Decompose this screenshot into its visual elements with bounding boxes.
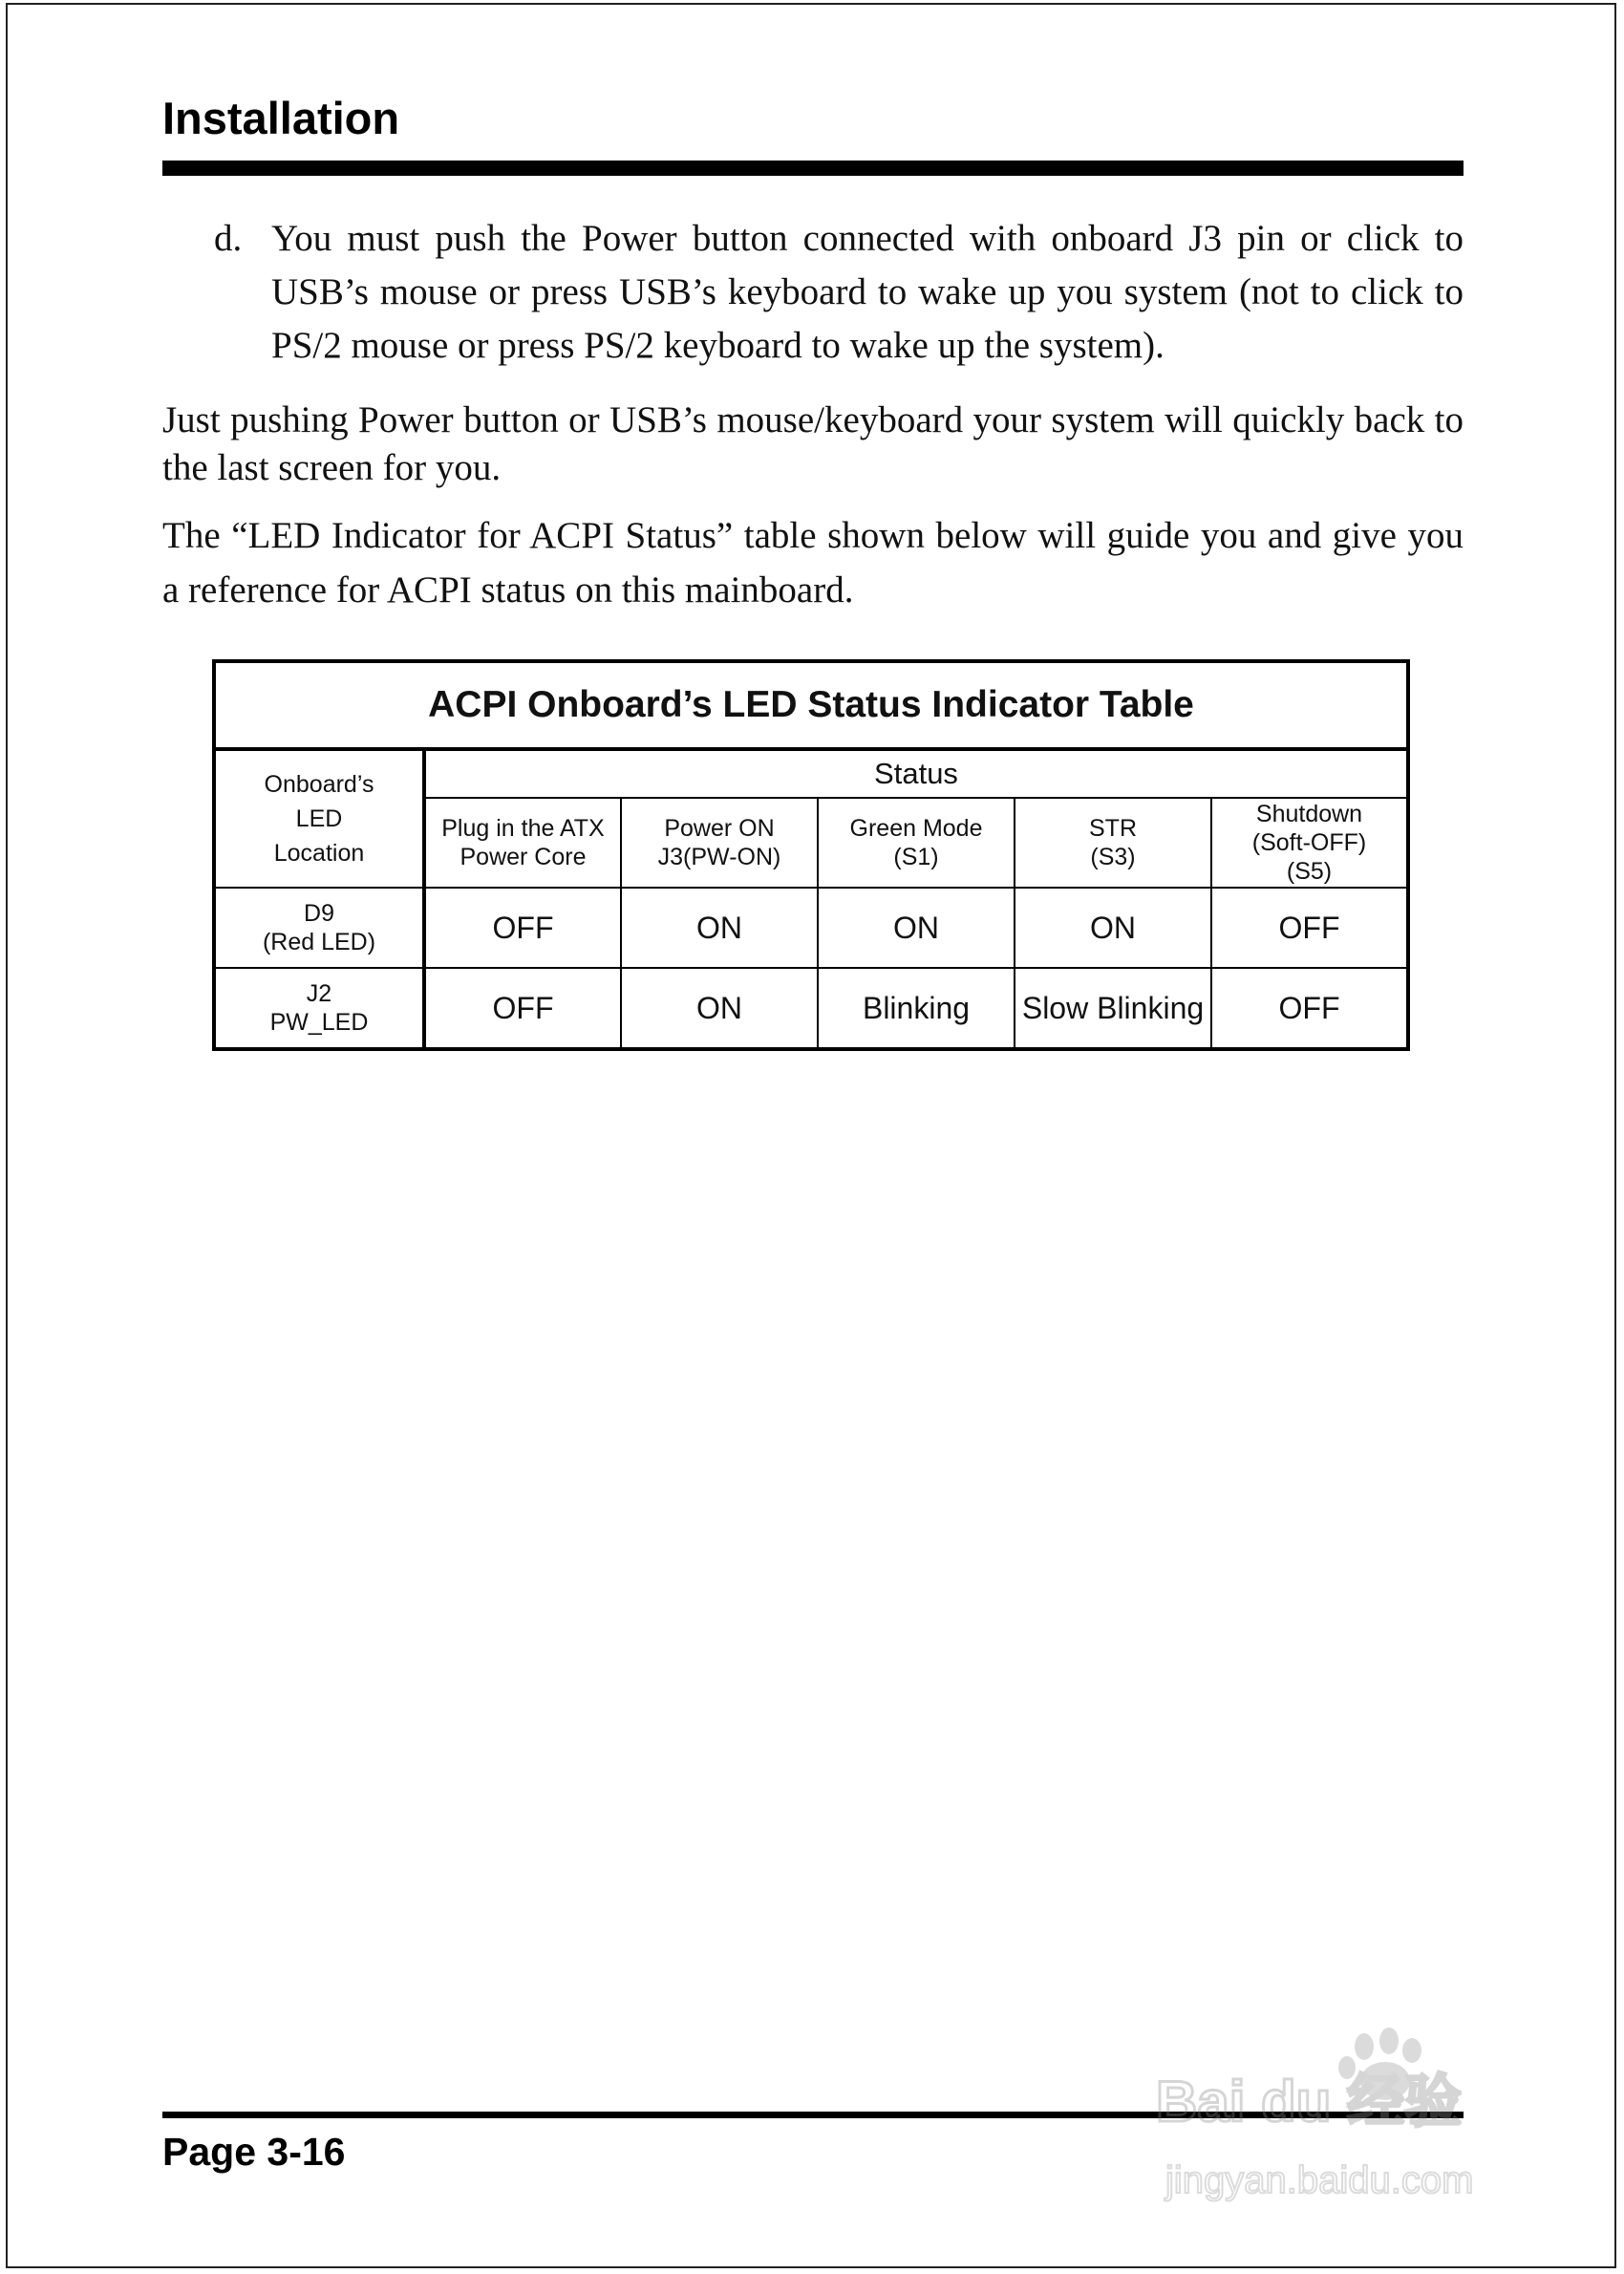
paragraph-table-intro: The “LED Indicator for ACPI Status” table shown below will guide you and give you a reference for ACPI status on this mainboard.: [162, 515, 1464, 611]
table-row: [214, 968, 1408, 1049]
column-header-line: (S1): [893, 844, 939, 870]
row-label-line: D9: [304, 900, 334, 927]
location-header-line: Onboard’s: [264, 771, 374, 798]
table-cell: OFF: [1211, 888, 1408, 968]
location-header-line: Location: [273, 840, 365, 867]
list-item-text: You must push the Power button connected with onboard J3 pin or click to USB’s mouse or press USB’s keyboard to wake up you system (not to click to PS/2 mouse or press PS/2 keyboard to wake up the system).: [271, 218, 1464, 366]
header-rule: [162, 161, 1464, 176]
row-label-line: J2: [306, 980, 332, 1007]
location-header: [214, 749, 424, 888]
column-header-line: Power Core: [459, 844, 587, 870]
list-marker: d.: [214, 218, 243, 259]
table-cell: OFF: [424, 968, 621, 1049]
row-label-line: PW_LED: [269, 1009, 369, 1036]
column-header-line: (S5): [1286, 858, 1333, 885]
table-cell: Slow Blinking: [1015, 968, 1211, 1049]
table-cell: ON: [818, 888, 1015, 968]
table-cell: OFF: [424, 888, 621, 968]
column-header-plug-in: [424, 798, 621, 888]
watermark-brand: Bai du 经验: [1156, 2070, 1463, 2134]
acpi-led-status-table: [212, 659, 1410, 1051]
table-title: ACPI Onboard’s LED Status Indicator Table: [214, 661, 1408, 749]
column-header-line: Shutdown: [1255, 801, 1363, 827]
location-header-line: LED: [295, 805, 343, 832]
page-number: Page 3-16: [162, 2130, 346, 2174]
column-header-line: Plug in the ATX: [441, 815, 605, 842]
section-title: Installation: [162, 93, 400, 143]
status-header: Status: [424, 749, 1408, 798]
watermark-url: jingyan.baidu.com: [1165, 2159, 1474, 2201]
column-header-line: Power ON: [664, 815, 775, 842]
column-header-line: J3(PW-ON): [657, 844, 781, 870]
table-cell: ON: [1015, 888, 1211, 968]
table-cell: Blinking: [818, 968, 1015, 1049]
row-label-line: (Red LED): [262, 929, 376, 955]
column-header-green-mode: [818, 798, 1015, 888]
table-cell: ON: [621, 888, 818, 968]
column-header-line: STR: [1089, 815, 1137, 842]
column-header-power-on: [621, 798, 818, 888]
table-cell: ON: [621, 968, 818, 1049]
table-cell: OFF: [1211, 968, 1408, 1049]
baidu-watermark-logo: [1156, 2026, 1538, 2217]
column-header-line: Green Mode: [849, 815, 983, 842]
paragraph-wake-up: Just pushing Power button or USB’s mouse/keyboard your system will quickly back to the last screen for you.: [162, 399, 1464, 488]
row-label-d9: [214, 888, 424, 968]
column-header-shutdown: [1211, 798, 1408, 888]
table-row: [214, 888, 1408, 968]
column-header-str: [1015, 798, 1211, 888]
column-header-line: (Soft-OFF): [1251, 829, 1367, 856]
column-header-line: (S3): [1090, 844, 1136, 870]
row-label-j2: [214, 968, 424, 1049]
